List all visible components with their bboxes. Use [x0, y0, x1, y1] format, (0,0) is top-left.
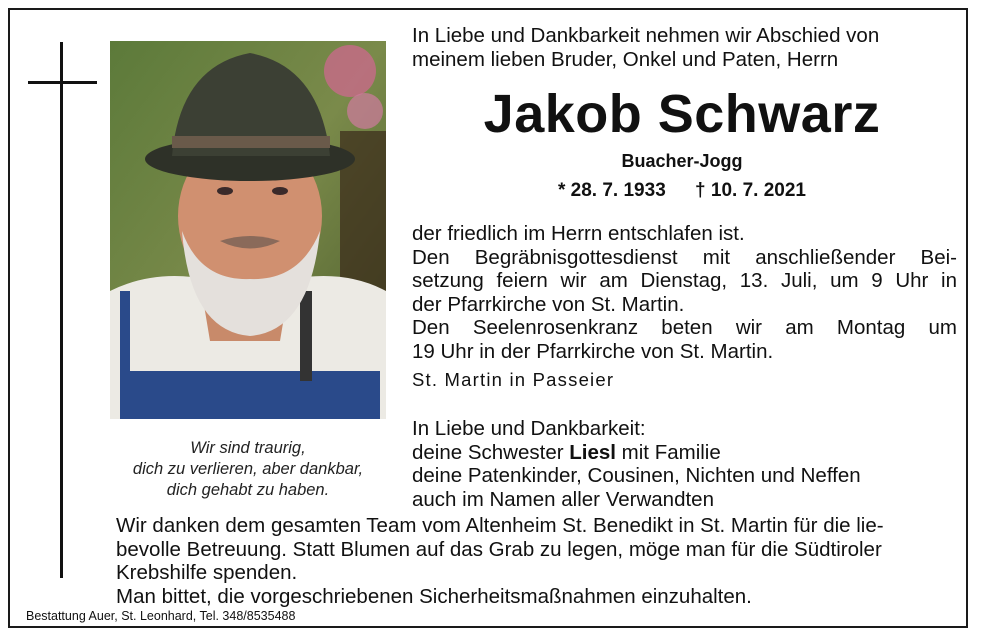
intro-text — [412, 24, 957, 72]
details-line: 19 Uhr in der Pfarrkirche von St. Martin. — [412, 339, 774, 363]
cross-icon-vertical — [60, 42, 63, 578]
thanks-line: Krebshilfe spenden. — [116, 561, 298, 585]
details-line: setzung feiern wir am Dienstag, 13. Juli, um 9 Uhr in — [412, 269, 957, 293]
intro-line: In Liebe und Dankbarkeit nehmen wir Abschied von — [412, 24, 880, 47]
thanks-line: bevolle Betreuung. Statt Blumen auf das Grab zu legen, möge man für die Südtiroler — [116, 537, 882, 561]
caption-line: dich gehabt zu haben. — [166, 481, 330, 499]
signoff-line: In Liebe und Dankbarkeit: — [412, 417, 646, 440]
caption-line: Wir sind traurig, — [190, 439, 306, 457]
signoff-prefix: deine Schwester — [412, 440, 570, 464]
intro-line: meinem lieben Bruder, Onkel und Paten, Herrn — [412, 48, 839, 71]
death-date: † 10. 7. 2021 — [695, 180, 806, 201]
funeral-home-credit: Bestattung Auer, St. Leonhard, Tel. 348/8535488 — [26, 609, 296, 623]
sister-name: Liesl — [569, 440, 616, 464]
portrait-photo — [110, 41, 386, 419]
signoff-line — [412, 441, 957, 465]
caption-line: dich zu verlieren, aber dankbar, — [132, 460, 364, 478]
photo-caption — [110, 438, 386, 501]
thanks-line: Man bittet, die vorgeschriebenen Sicherheitsmaßnahmen einzuhalten. — [116, 584, 752, 608]
birth-date: * 28. 7. 1933 — [558, 180, 666, 201]
cross-icon-horizontal — [28, 81, 97, 84]
deceased-nickname: Buacher-Jogg — [621, 151, 743, 171]
signoff-line: deine Patenkinder, Cousinen, Nichten und Neffen — [412, 464, 861, 488]
location-line: St. Martin in Passeier — [412, 369, 615, 390]
details-line: der friedlich im Herrn entschlafen ist. — [412, 222, 745, 245]
family-signoff — [412, 417, 957, 511]
thanks-line: Wir danken dem gesamten Team vom Altenheim St. Benedikt in St. Martin für die lie- — [116, 514, 884, 537]
deceased-name: Jakob Schwarz — [483, 84, 881, 144]
signoff-line: auch im Namen aller Verwandten — [412, 487, 714, 511]
funeral-details — [412, 222, 957, 364]
signoff-suffix: mit Familie — [615, 440, 721, 464]
life-dates — [412, 180, 952, 202]
thanks-paragraph — [116, 514, 962, 608]
details-line: Den Begräbnisgottesdienst mit anschließender Bei- — [412, 245, 957, 269]
details-line: der Pfarrkirche von St. Martin. — [412, 292, 685, 316]
details-line: Den Seelenrosenkranz beten wir am Montag um — [412, 316, 957, 340]
